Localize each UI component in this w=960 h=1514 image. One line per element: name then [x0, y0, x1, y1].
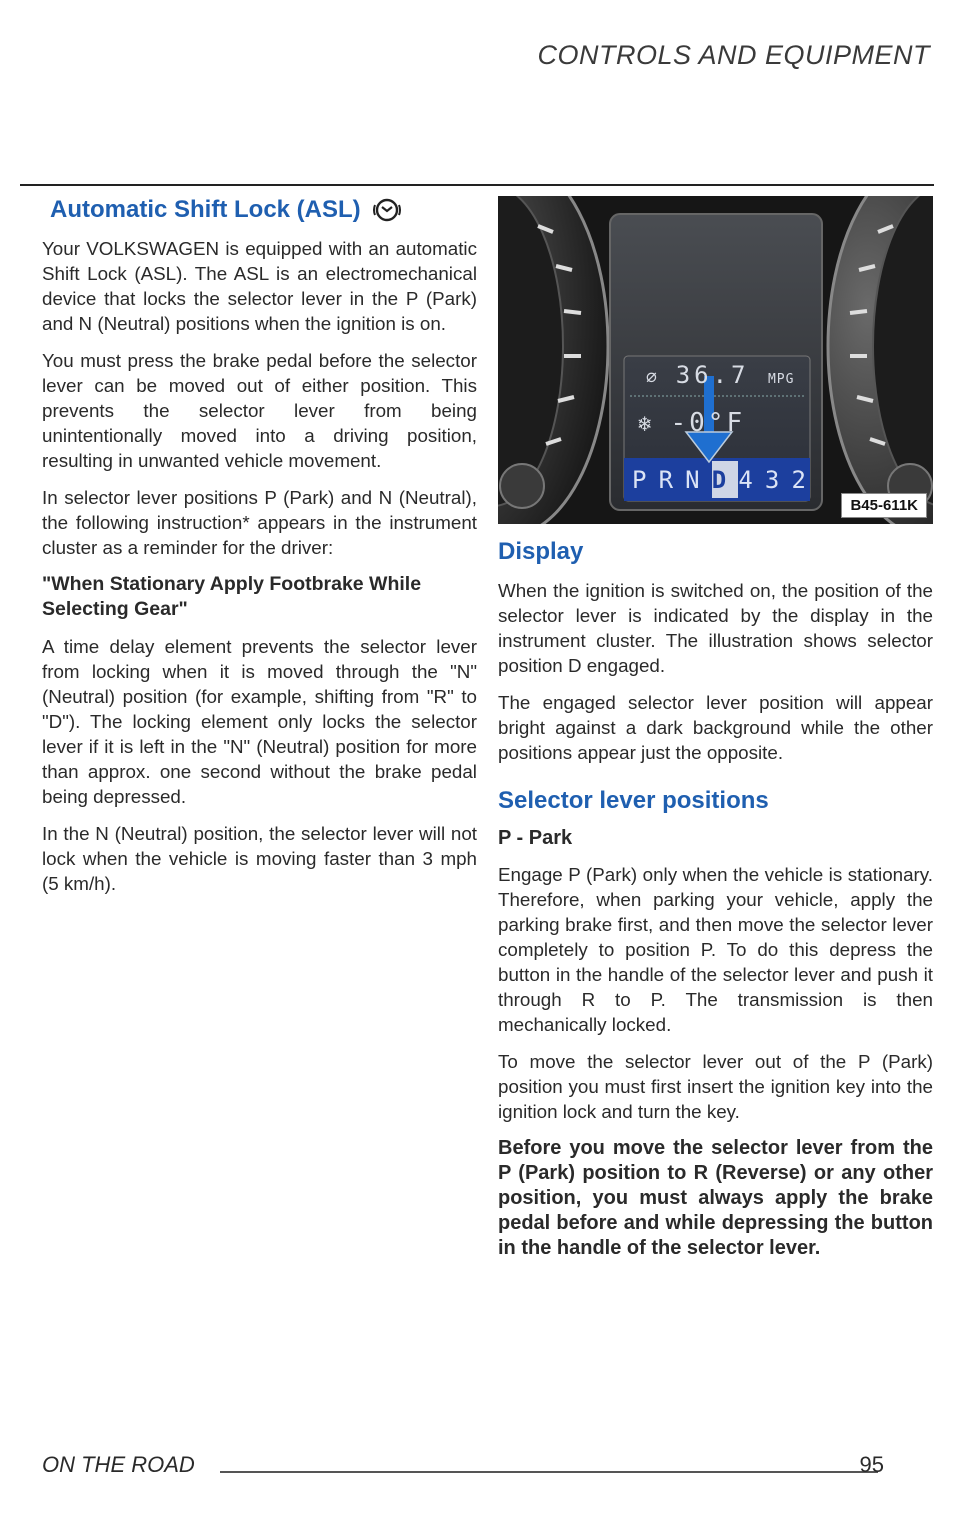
page-header: CONTROLS AND EQUIPMENT	[537, 40, 930, 70]
gear-n: N	[685, 466, 700, 494]
gear-4: 4	[738, 466, 753, 494]
instrument-cluster-illustration	[498, 196, 933, 524]
asl-title: Automatic Shift Lock (ASL)	[50, 196, 361, 223]
selector-warning: Before you move the selector lever from the P (Park) position to R (Reverse) or any other position, you must always apply the brake pedal before and while depressing the button in the handle of the selector lever.	[498, 1137, 933, 1259]
gear-2: 2	[791, 466, 806, 494]
selector-heading: Selector lever positions	[498, 787, 769, 814]
asl-paragraph-3: In selector lever positions P (Park) and N (Neutral), the following instruction* appears in the instrument cluster as a reminder for the driver:	[42, 487, 477, 558]
asl-paragraph-4: A time delay element prevents the selector lever from locking when it is moved through the "N" (Neutral) position (for example, shifting from "R" to "D"). The locking element only locks the selector lever if it is left in the "N" (Neutral) position for more than approx. one second without the brake pedal being depressed.	[42, 636, 477, 807]
display-paragraph-2: The engaged selector lever position will appear bright against a dark background while the other positions appear just the opposite.	[498, 692, 933, 763]
page-number: 95	[859, 1452, 884, 1477]
figure-code: B45-611K	[841, 493, 927, 518]
footer-rule	[220, 1471, 878, 1473]
display-paragraph-1: When the ignition is switched on, the position of the selector lever is indicated by the display in the instrument cluster. The illustration shows selector position D engaged.	[498, 580, 933, 676]
gear-position-display	[632, 466, 806, 494]
asl-symbol-icon	[373, 196, 401, 224]
asl-heading	[50, 196, 477, 224]
gear-r: R	[658, 466, 674, 494]
asl-paragraph-1: Your VOLKSWAGEN is equipped with an automatic Shift Lock (ASL). The ASL is an electromechanical device that locks the selector lever in the P (Park) and N (Neutral) positions when the ignition is on.	[42, 238, 477, 334]
asl-instruction-quote: "When Stationary Apply Footbrake While Selecting Gear"	[42, 573, 422, 620]
lcd-mileage: ⌀ 36.7 MPG	[646, 361, 795, 389]
selector-paragraph-2: To move the selector lever out of the P (Park) position you must first insert the ignition key into the ignition lock and turn the key.	[498, 1051, 933, 1122]
right-column	[498, 196, 933, 1261]
footer-section: ON THE ROAD	[42, 1452, 195, 1477]
selector-paragraph-1: Engage P (Park) only when the vehicle is stationary. Therefore, when parking your vehicle, apply the parking brake first, and then move the selector lever completely to position P. To do this depress the button in the handle of the selector lever and push it through R to P. The transmission is then mechanically locked.	[498, 864, 933, 1035]
left-column	[42, 196, 477, 908]
asl-paragraph-5: In the N (Neutral) position, the selector lever will not lock when the vehicle is moving faster than 3 mph (5 km/h).	[42, 823, 477, 894]
snowflake-icon: ❄	[638, 412, 671, 437]
gear-p: P	[632, 466, 647, 494]
lcd-temperature: ❄ -0°F	[638, 408, 746, 438]
park-heading: P - Park	[498, 827, 573, 849]
display-heading: Display	[498, 538, 584, 565]
gear-3: 3	[764, 466, 780, 494]
asl-paragraph-2: You must press the brake pedal before the selector lever can be moved out of either position. This prevents the selector lever from being unintentionally moved into a driving position, resulting in unwanted vehicle movement.	[42, 350, 477, 471]
fuel-icon: ⌀	[646, 367, 676, 388]
gear-d: D	[711, 466, 727, 494]
header-rule	[20, 184, 934, 186]
